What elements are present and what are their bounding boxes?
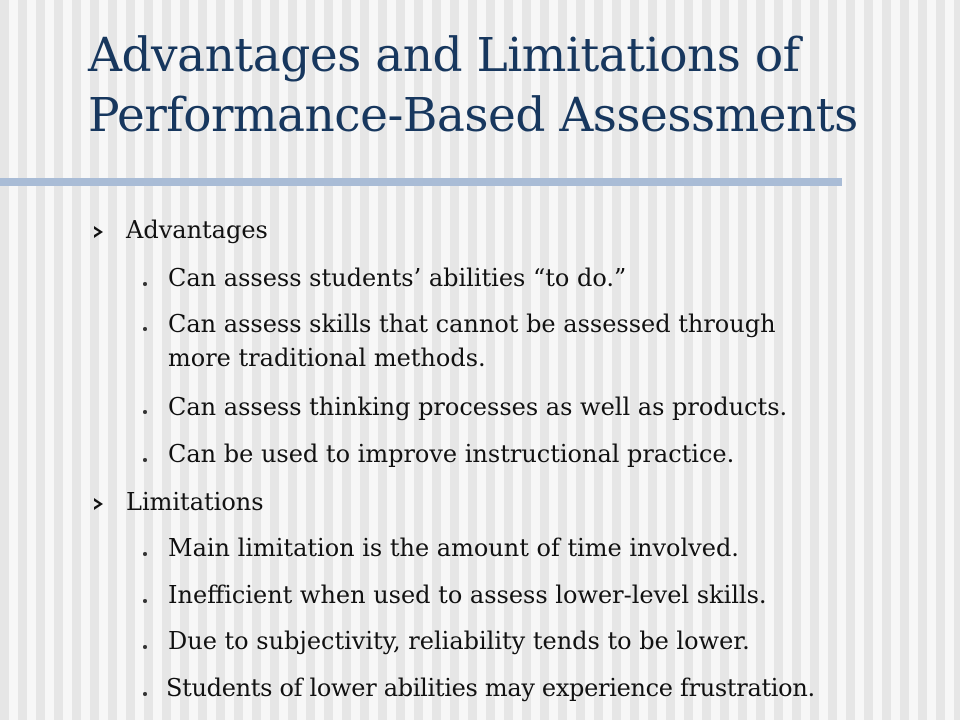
slide-title — [88, 26, 948, 146]
dot-bullet-icon — [143, 692, 147, 696]
advantage-item-1: Can assess students’ abilities “to do.” — [168, 264, 627, 292]
dot-bullet-icon — [143, 645, 147, 649]
limitation-item-4: Students of lower abilities may experience frustration. — [166, 674, 815, 702]
dot-bullet-icon — [143, 282, 147, 286]
slide-title-line-2: Performance-Based Assessments — [88, 88, 858, 143]
arrow-bullet-icon — [94, 226, 103, 238]
arrow-bullet-icon — [94, 498, 103, 510]
advantage-item-2-line-1: Can assess skills that cannot be assessed through — [168, 310, 776, 338]
advantage-item-2-line-2: more traditional methods. — [168, 344, 486, 372]
title-underline-rule — [0, 178, 842, 186]
section-heading-limitations: Limitations — [126, 488, 264, 516]
limitation-item-3: Due to subjectivity, reliability tends to be lower. — [168, 627, 750, 655]
advantage-item-3: Can assess thinking processes as well as products. — [168, 393, 788, 421]
section-heading-advantages: Advantages — [126, 216, 268, 244]
dot-bullet-icon — [143, 327, 147, 331]
limitation-item-1: Main limitation is the amount of time involved. — [168, 534, 739, 562]
dot-bullet-icon — [143, 458, 147, 462]
dot-bullet-icon — [143, 410, 147, 414]
dot-bullet-icon — [143, 599, 147, 603]
limitation-item-2: Inefficient when used to assess lower-level skills. — [168, 581, 767, 609]
dot-bullet-icon — [143, 552, 147, 556]
slide-title-line-1: Advantages and Limitations of — [88, 28, 800, 83]
advantage-item-4: Can be used to improve instructional practice. — [168, 440, 735, 468]
